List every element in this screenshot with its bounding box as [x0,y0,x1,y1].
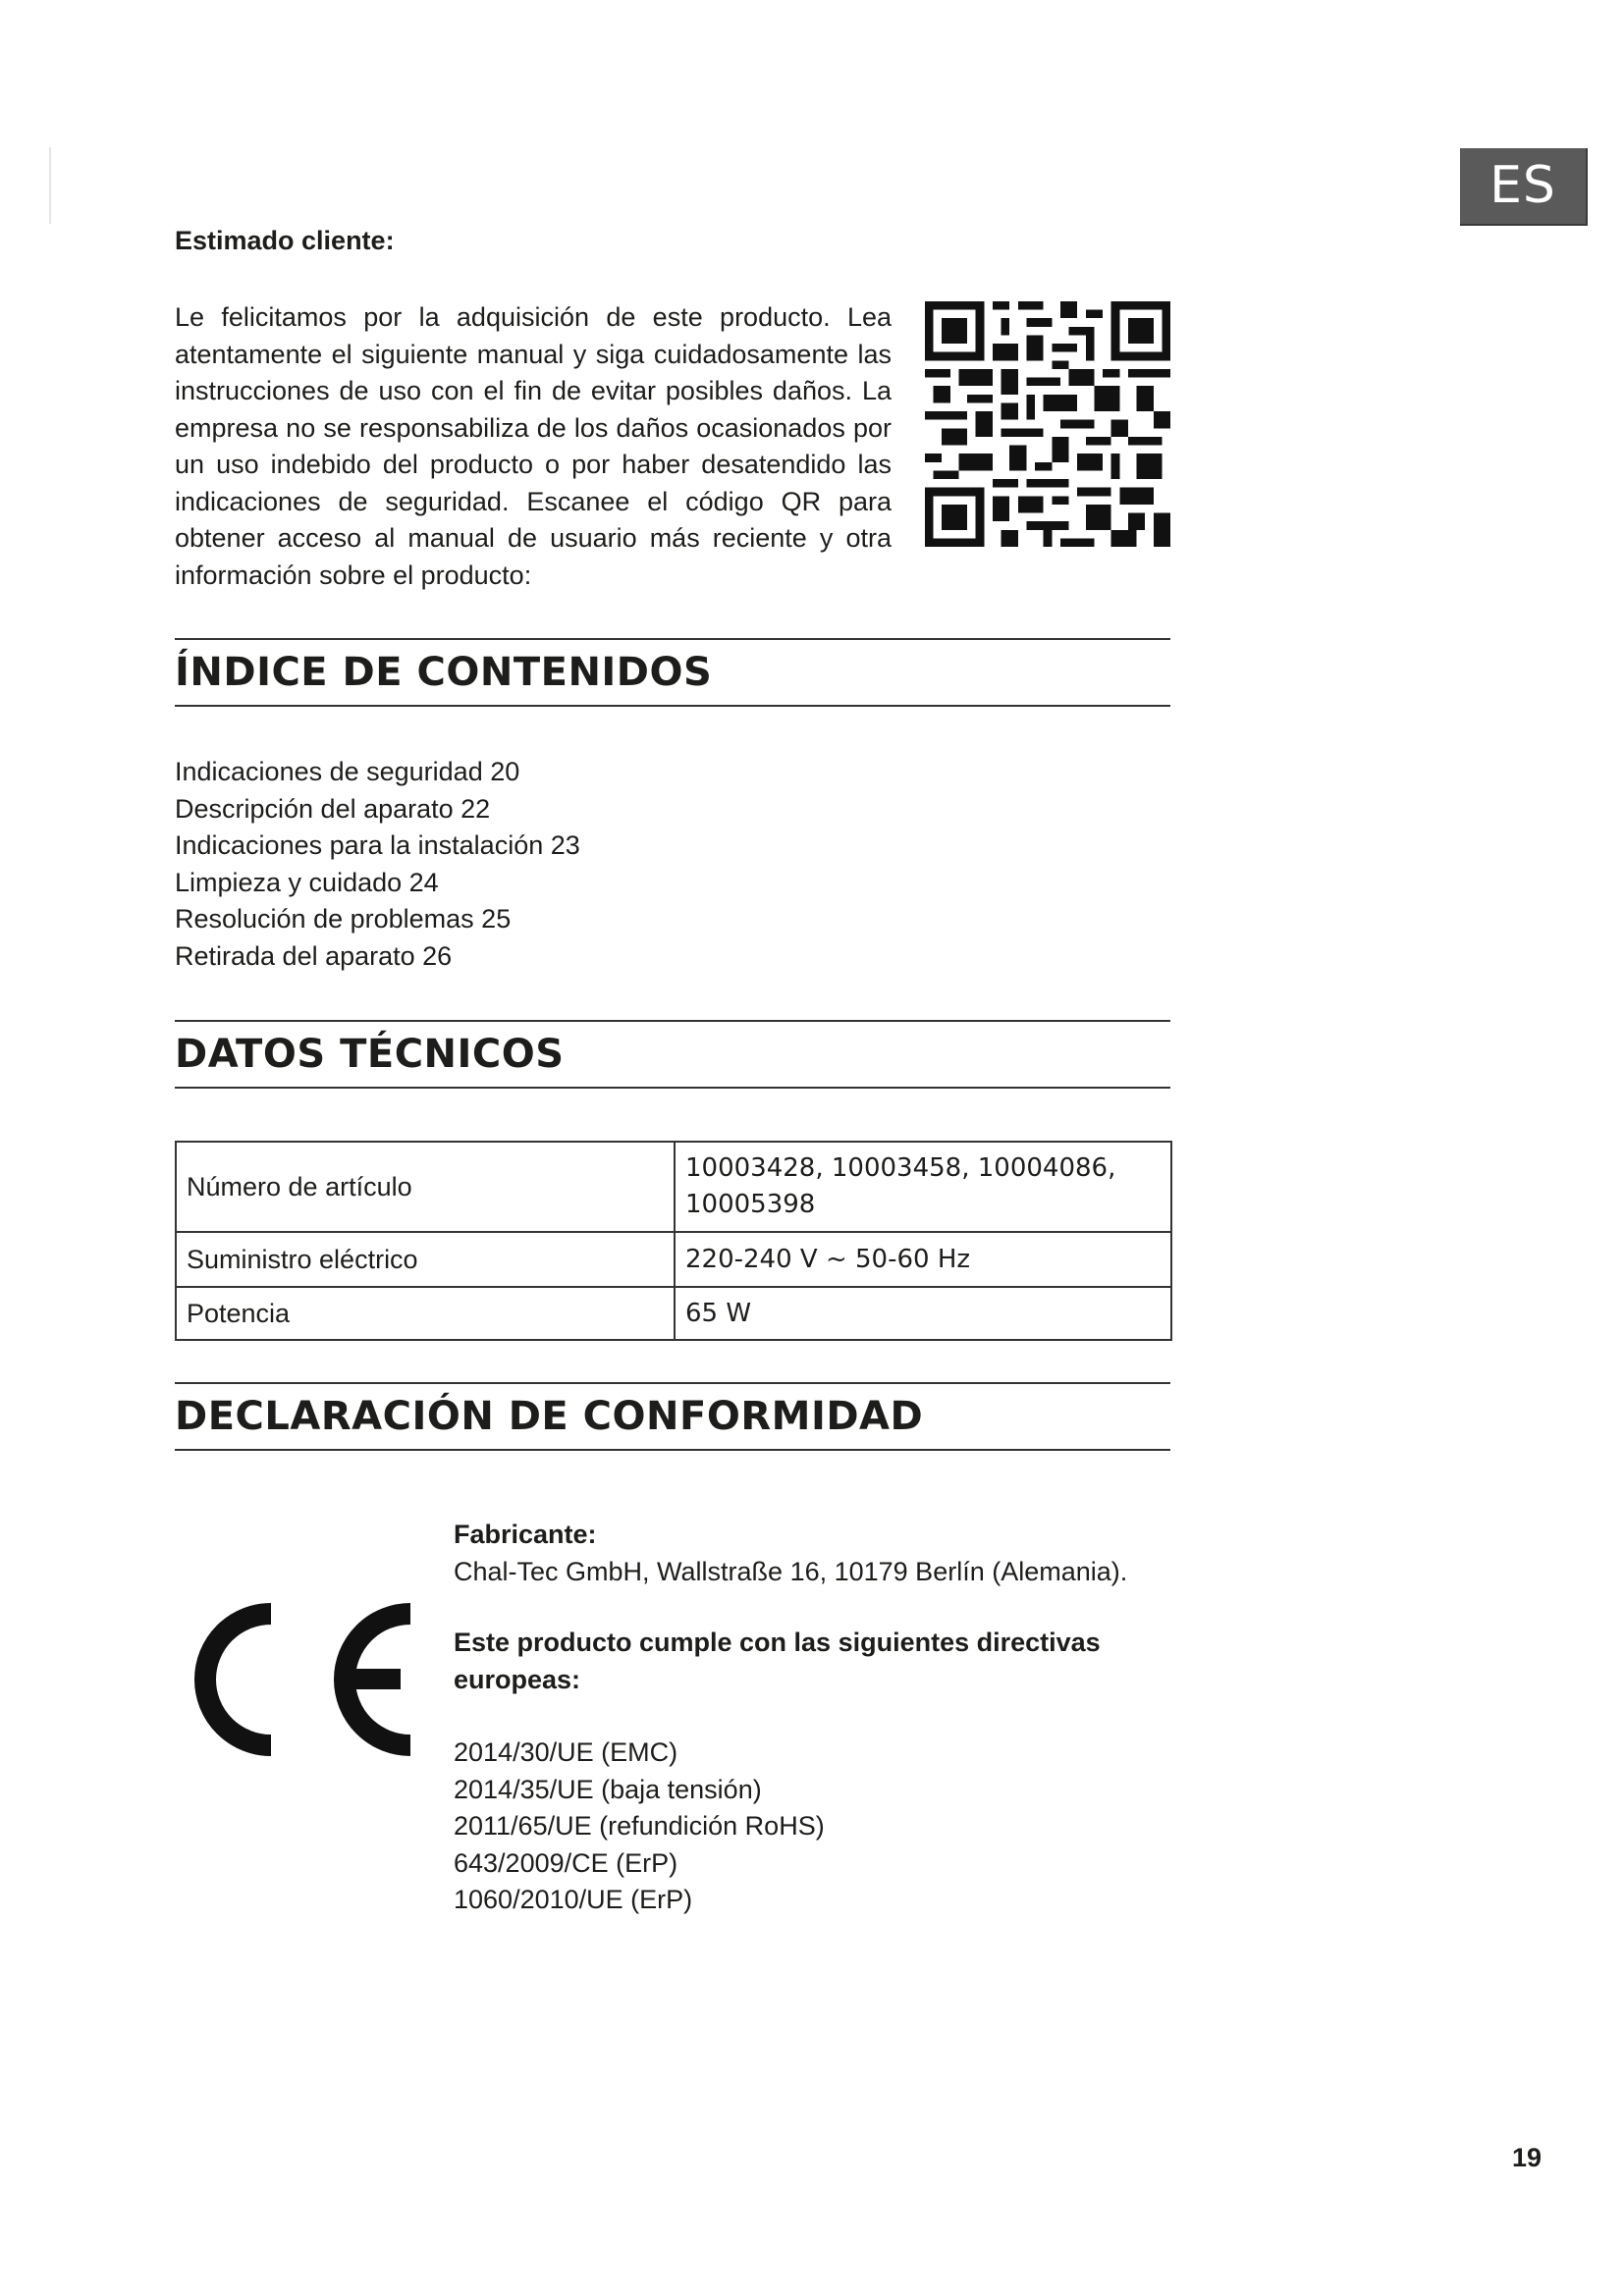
toc-section-header [175,638,1170,707]
declaration-section-header [175,1382,1170,1451]
toc-item: Descripción del aparato 22 [175,793,491,824]
intro-paragraph: Le felicitamos por la adquisición de este producto. Lea atentamente el siguiente manual y siga cuidadosamente las instrucciones de uso con el fin de evitar posibles daños. La empresa no se responsabiliza de los daños ocasionados por un uso indebido del producto o por haber desatendido las indicaciones de seguridad. Escanee el código QR para obtener acceso al manual de usuario más reciente y otra información sobre el producto: [175,302,892,590]
table-row [176,1287,1171,1340]
directives-list [454,1735,1161,1919]
table-row [176,1142,1171,1232]
toc-heading: ÍNDICE DE CONTENIDOS [175,650,713,695]
manufacturer-label: Fabricante: [454,1520,597,1549]
manufacturer-address: Chal-Tec GmbH, Wallstraße 16, 10179 Berlín (Alemania). [454,1556,1128,1586]
spec-key: Suministro eléctrico [176,1232,675,1287]
directive-item: 1060/2010/UE (ErP) [454,1885,693,1914]
directive-item: 643/2009/CE (ErP) [454,1847,678,1878]
toc-item: Resolución de problemas 25 [175,904,512,934]
directives-label: Este producto cumple con las siguientes directivas europeas: [454,1628,1101,1694]
directive-item: 2014/30/UE (EMC) [454,1737,678,1767]
qr-code [925,301,1170,547]
specs-table [175,1141,1172,1341]
spec-value: 220-240 V ~ 50-60 Hz [675,1232,1171,1287]
margin-line [49,147,51,224]
greeting: Estimado cliente: [175,226,395,255]
table-row [176,1232,1171,1287]
toc-item: Indicaciones de seguridad 20 [175,757,520,786]
spec-value: 65 W [675,1287,1171,1340]
language-tab: ES [1460,148,1588,226]
spec-key: Número de artículo [176,1142,675,1232]
ce-mark-icon [194,1600,420,1759]
toc-item: Indicaciones para la instalación 23 [175,830,580,860]
declaration-content [454,1517,1161,1919]
specs-heading: DATOS TÉCNICOS [175,1032,565,1077]
toc-item: Limpieza y cuidado 24 [175,867,439,897]
toc-item: Retirada del aparato 26 [175,940,453,971]
directive-item: 2011/65/UE (refundición RoHS) [454,1811,825,1841]
page-number: 19 [1512,2143,1543,2172]
spec-value: 10003428, 10003458, 10004086, 10005398 [675,1142,1171,1232]
spec-key: Potencia [176,1287,675,1340]
declaration-heading: DECLARACIÓN DE CONFORMIDAD [175,1394,924,1439]
directive-item: 2014/35/UE (baja tensión) [454,1774,762,1804]
toc-list [175,754,580,975]
specs-section-header [175,1020,1170,1089]
